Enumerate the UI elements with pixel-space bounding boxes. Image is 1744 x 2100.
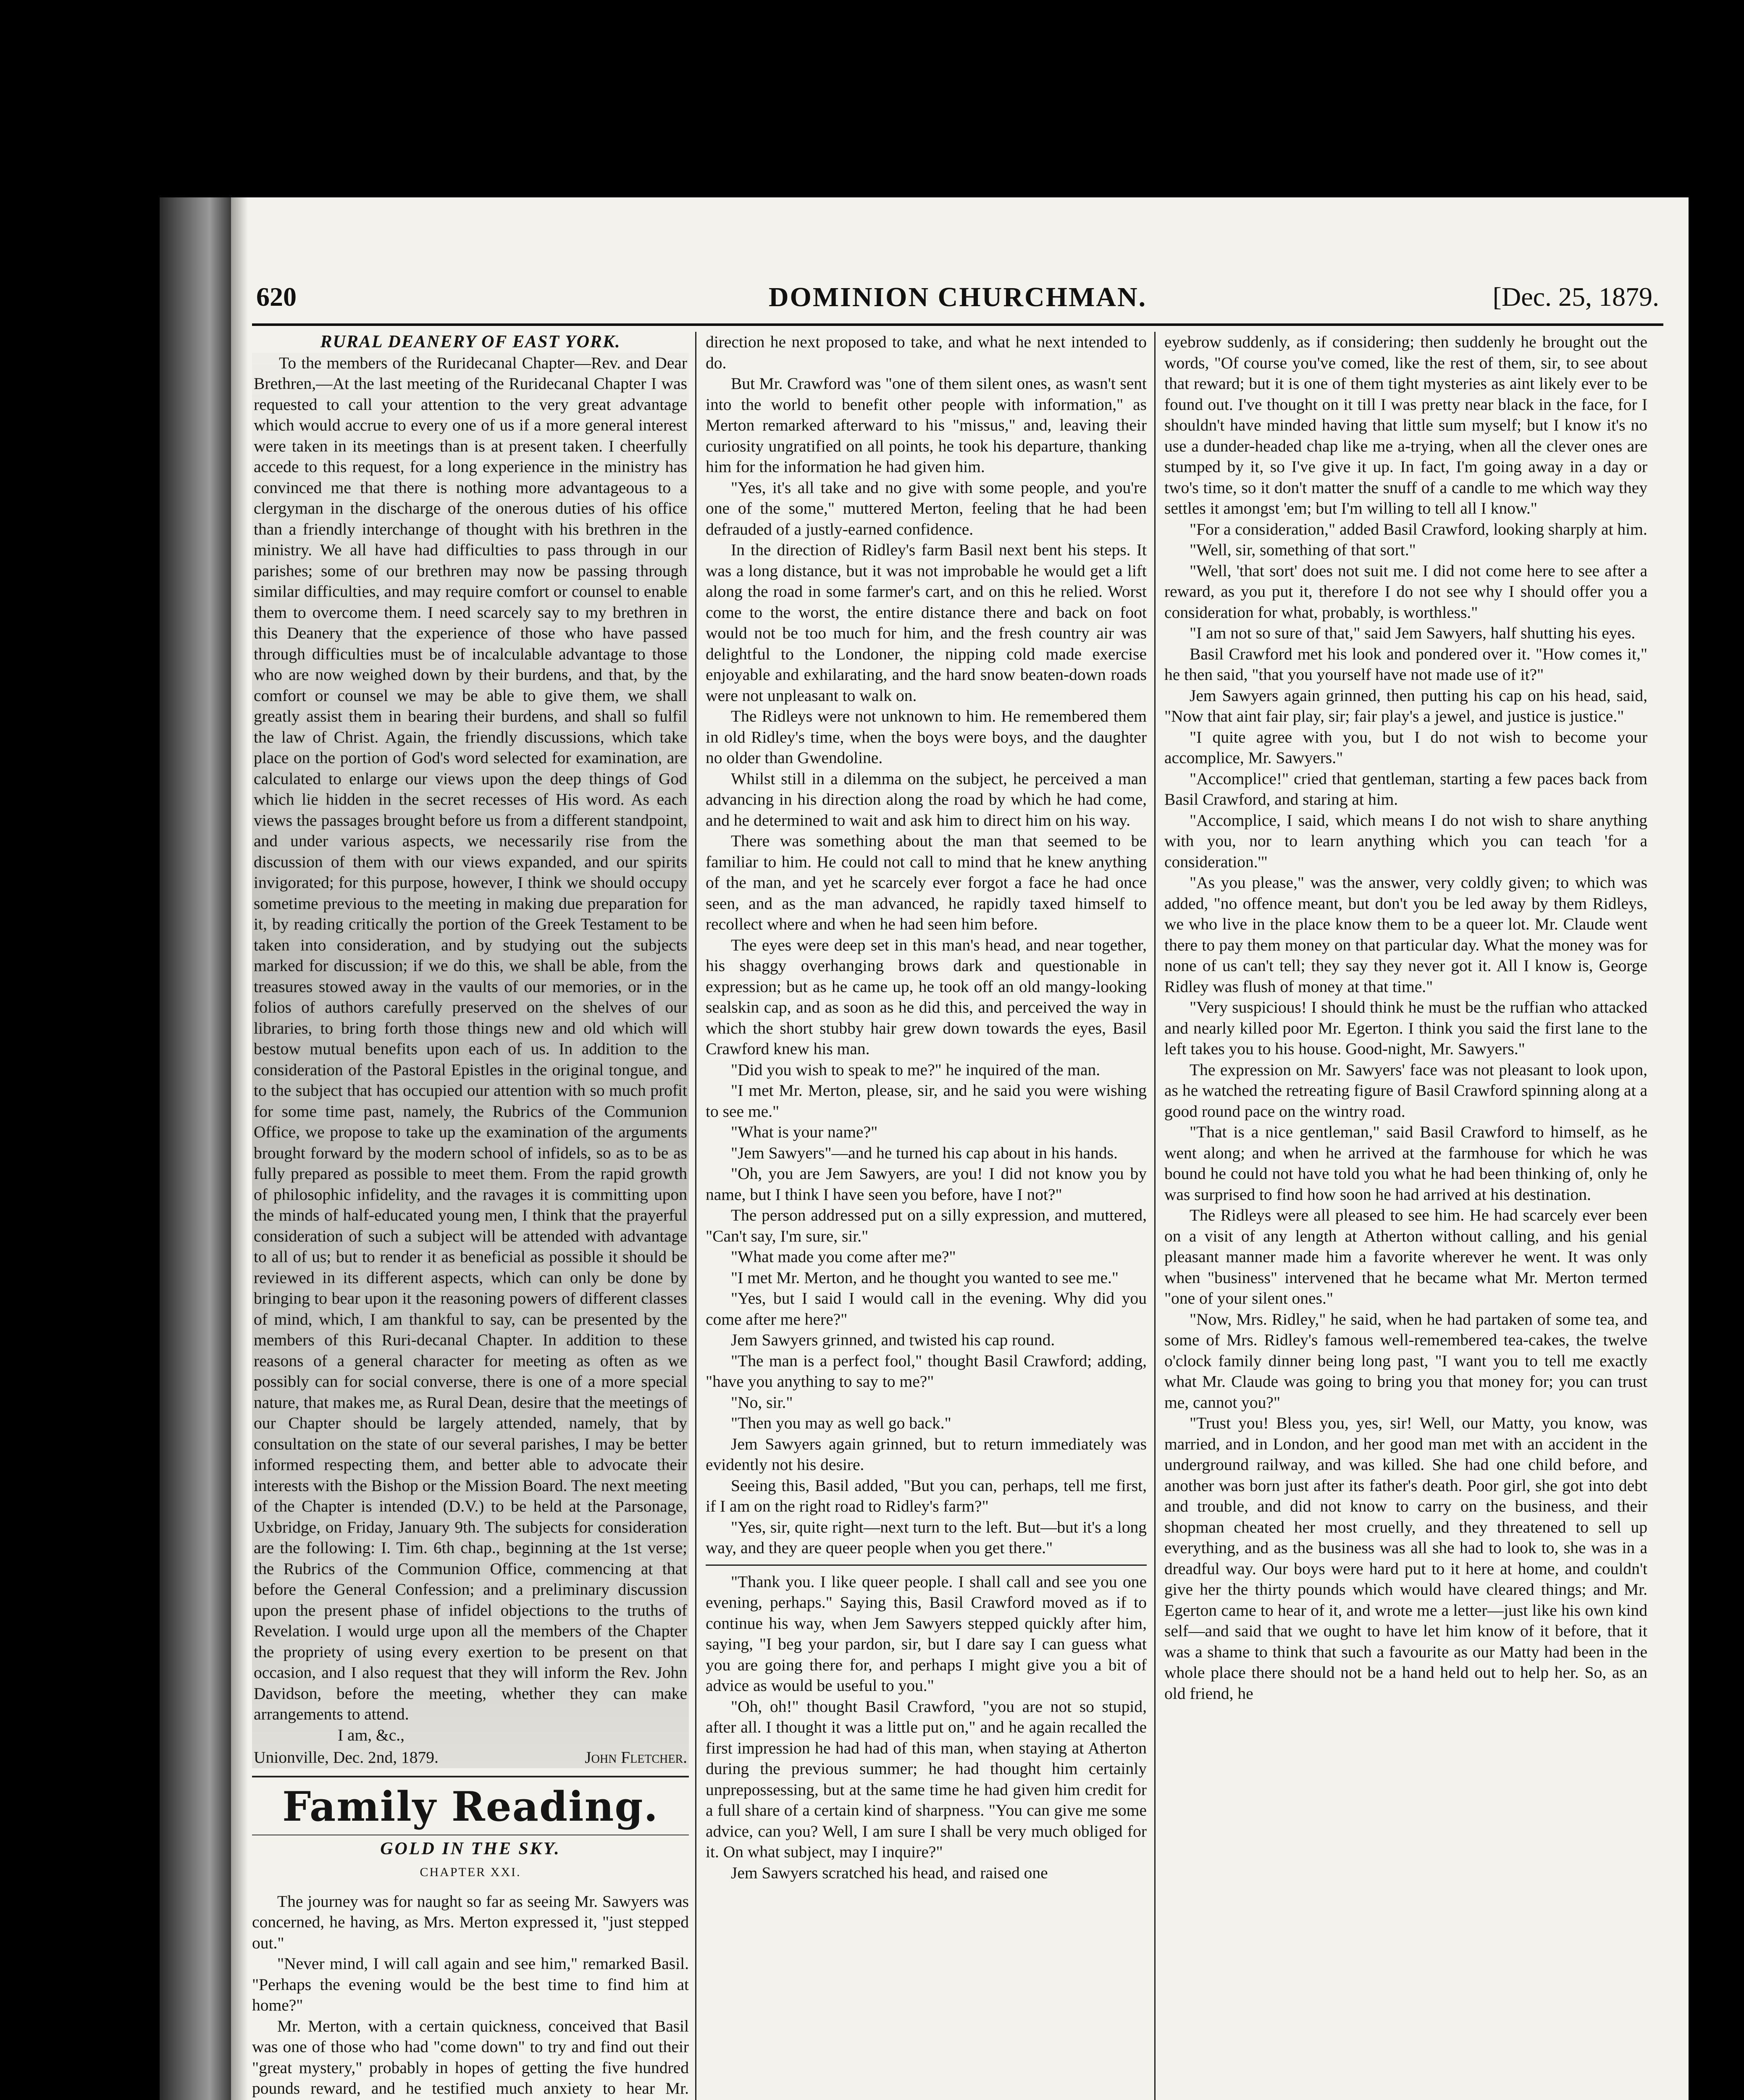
story-paragraph: "Yes, but I said I would call in the evening. Why did you come after me here?": [706, 1289, 1147, 1328]
story-paragraph: "Trust you! Bless you, yes, sir! Well, our Matty, you know, was married, and in London, and her good man met with an accident in the underground railway, and was killed. She had one child before, and another was born just after its father's death. Poor girl, she got into debt and trouble, and did not know to carry on the business, and their shopman cheated her most cruelly, and they threatened to sell up everything, and as the business was all she had to look to, she was in a dreadful way. Our boys were hard put to it here at home, and couldn't give her the thirty pounds which would have cleared things; and Mr. Egerton came to hear of it, and wrote me a letter—just like his own kind self—and said that we ought to have let him know of it before, that it was a shame to think that such a favourite as our Matty had been in the whole place there should not be a hand held out to help her. So, as an old friend, he: [1164, 1414, 1647, 1703]
story-paragraph: The Ridleys were all pleased to see him. He had scarcely ever been on a visit of any length at Atherton without calling, and his genial pleasant manner made him a favorite wherever he went. It was only when "business" intervened that he became what Mr. Merton termed "one of your silent ones.": [1164, 1206, 1647, 1307]
story-paragraph: "Then you may as well go back.": [731, 1414, 951, 1432]
story-paragraph: "Thank you. I like queer people. I shall call and see you one evening, perhaps." Saying this, Basil Crawford moved as if to continue his way, when Jem Sawyers stepped quickly after him, saying, "I beg your pardon, sir, but I dare say I can guess what you are going there for, and perhaps I might give you a bit of advice as would be useful to you.": [706, 1572, 1147, 1695]
story-paragraph: The person addressed put on a silly expression, and muttered, "Can't say, I'm sure, sir.": [706, 1206, 1147, 1245]
story-paragraph: But Mr. Crawford was "one of them silent ones, as wasn't sent into the world to benefit other people with information," as Merton remarked afterward to his "missus," and, leaving their curiosity ungratified on all points, he took his departure, thanking him for the information he had given him.: [706, 374, 1147, 476]
story-paragraph: "What made you come after me?": [731, 1247, 956, 1266]
story-paragraph: The Ridleys were not unknown to him. He remembered them in old Ridley's time, when the boys were boys, and the daughter no older than Gwendoline.: [706, 707, 1147, 767]
story-paragraph: There was something about the man that seemed to be familiar to him. He could not call to mind that he knew anything of the man, and yet he scarcely ever forgot a face he had once seen, and as the man advanced, he rapidly taxed himself to recollect where and when he had seen him before.: [706, 832, 1147, 933]
story-paragraph: "Did you wish to speak to me?" he inquired of the man.: [731, 1060, 1101, 1079]
column-3: [1164, 332, 1647, 2100]
publication-title: DOMINION CHURCHMAN.: [768, 282, 1147, 312]
section-rule: [252, 1776, 689, 1777]
running-header: [256, 281, 1659, 319]
story-paragraph: Jem Sawyers again grinned, then putting his cap on his head, said, "Now that aint fair play, sir; fair play's a jewel, and justice is justice.": [1164, 686, 1647, 725]
story-paragraph: "That is a nice gentleman," said Basil Crawford to himself, as he went along; and when he arrived at the farmhouse for which he was bound he could not have told you what he had been thinking of, only he was surprised to find how soon he had arrived at his destination.: [1164, 1123, 1647, 1204]
story-paragraph: Seeing this, Basil added, "But you can, perhaps, tell me first, if I am on the right road to Ridley's farm?": [706, 1476, 1147, 1515]
letter-signoff: [254, 1747, 687, 1768]
letter-body: To the members of the Ruridecanal Chapter—Rev. and Dear Brethren,—At the last meeting of the Ruridecanal Chapter I was requested to call your attention to the very great advantage which would accrue to every one of us if a more general interest were taken in its meetings than is at present taken. I cheerfully accede to this request, for a long experience in the ministry has convinced me that there is nothing more advantageous to a clergyman in the discharge of the onerous duties of his office than a friendly interchange of thought with his brethren in the ministry. We all have had difficulties to pass through in our parishes; some of our brethren may now be passing through similar difficulties, and may require comfort or counsel to enable them to overcome them. I need scarcely say to my brethren in this Deanery that the experience of those who have passed through difficulties must be of incalculable advantage to those who are now weighed down by their burdens, and that, by the comfort or counsel we may be able to give them, we shall greatly assist them in bearing their burdens, and shall so fulfil the law of Christ. Again, the friendly discussions, which take place on the portion of God's word selected for examination, are calculated to enlarge our views upon the deep things of God which lie hidden in the secret recesses of His word. As each views the passages brought before us from a different standpoint, and under various aspects, we necessarily rise from the discussion of them with our views expanded, and our spirits invigorated; for this purpose, however, I think we should occupy sometime previous to the meeting in making due preparation for it, by reading critically the portion of the Greek Testament to be taken into consideration, and by studying out the subjects marked for discussion; if we do this, we shall be able, from the treasures stowed away in the vaults of our memories, or in the folios of authors carefully preserved on the shelves of our libraries, to bring forth those things new and old which will bestow mutual benefits upon each of us. In addition to the consideration of the Pastoral Epistles in the original tongue, and to the subject that has occupied our attention with so much profit for some time past, namely, the Rubrics of the Communion Office, we propose to take up the examination of the arguments brought forward by the modern school of infidels, so as to be as fully prepared as possible to meet them. From the rapid growth of philosophic infidelity, and the ravages it is committing upon the minds of half-educated young men, I think that the prayerful consideration of such a subject will be attended with advantage to all of us; but to render it as beneficial as possible it should be reviewed in its different aspects, which can only be done by bringing to bear upon it the reasoning powers of different classes of mind, which, I am thankful to say, can be presented by the members of this Ruri-decanal Chapter. In addition to these reasons of a general character for meeting as often as we possibly can for social converse, there is one of a more special nature, that makes me, as Rural Dean, desire that the meetings of our Chapter should be largely attended, namely, that by consultation on the state of our several parishes, I may be better informed respecting them, and better able to advocate their interests with the Bishop or the Mission Board. The next meeting of the Chapter is intended (D.V.) to be held at the Parsonage, Uxbridge, on Friday, January 9th. The subjects for consideration are the following: I. Tim. 6th chap., beginning at the 1st verse; the Rubrics of the Communion Office, commencing at that before the General Confession; and a preliminary discussion upon the present phase of infidel objections to the truths of Revelation. I would urge upon all the members of the Chapter the propriety of using every exertion to be present on that occasion, and I also request that they will inform the Rev. John Davidson, before the meeting, whether they can make arrangements to attend.: [254, 353, 687, 1723]
story-paragraph: "Now, Mrs. Ridley," he said, when he had partaken of some tea, and some of Mrs. Ridley's famous well-remembered tea-cakes, the twelve o'clock family dinner being long past, "I want you to tell me exactly what Mr. Claude was going to bring you that money for; you can trust me, cannot you?": [1164, 1310, 1647, 1412]
story-paragraph: direction he next proposed to take, and what he next intended to do.: [706, 333, 1147, 372]
letter-place-date: Unionville, Dec. 2nd, 1879.: [254, 1748, 439, 1767]
shaded-letter-block: [252, 353, 689, 1768]
paragraph-separator-rule: [706, 1564, 1147, 1566]
story-paragraph: Basil Crawford met his look and pondered over it. "How comes it," he then said, "that you yourself have not made use of it?": [1164, 644, 1647, 684]
column-divider: [1154, 332, 1156, 2100]
column-2: [706, 332, 1147, 2100]
letter-closing: I am, &c.,: [338, 1725, 405, 1744]
story-paragraph: The journey was for naught so far as seeing Mr. Sawyers was concerned, he having, as Mrs. Merton expressed it, "just stepped out.": [252, 1892, 689, 1952]
chapter-heading: CHAPTER XXI.: [420, 1865, 521, 1879]
section-title: RURAL DEANERY OF EAST YORK.: [320, 332, 621, 352]
binding-shadow: [231, 197, 248, 2100]
story-paragraph: "Yes, it's all take and no give with some people, and you're one of the some," muttered Merton, feeling that he had been defrauded of a justly-earned confidence.: [706, 478, 1147, 538]
story-paragraph: Jem Sawyers grinned, and twisted his cap round.: [731, 1331, 1055, 1349]
story-paragraph: "As you please," was the answer, very coldly given; to which was added, "no offence meant, but don't you be led away by them Ridleys, we who live in the place know them to be a queer lot. Mr. Claude went there to pay them money on that particular day. What the money was for none of us can't tell; they say they never got it. All I know is, George Ridley was flush of money at that time.": [1164, 873, 1647, 996]
family-reading-banner: Family Reading.: [282, 1782, 659, 1830]
column-divider: [695, 332, 696, 2100]
story-paragraph: "I quite agree with you, but I do not wish to become your accomplice, Mr. Sawyers.": [1164, 727, 1647, 767]
story-paragraph: "Never mind, I will call again and see him," remarked Basil. "Perhaps the evening would be the best time to find him at home?": [252, 1954, 689, 2014]
issue-date: [Dec. 25, 1879.: [1492, 282, 1659, 312]
story-paragraph: Whilst still in a dilemma on the subject, he perceived a man advancing in his direction along the road by which he had come, and he determined to wait and ask him to direct him on his way.: [706, 769, 1147, 830]
story-paragraph: In the direction of Ridley's farm Basil next bent his steps. It was a long distance, but it was not improbable he would get a lift along the road in some farmer's cart, and on this he relied. Worst come to the worst, the entire distance there and back on foot would not be too much for him, and the fresh country air was delightful to the Londoner, the nipping cold made exercise enjoyable and exhilarating, and the hard snow beaten-down roads were not unpleasant to walk on.: [706, 541, 1147, 705]
story-paragraph: "I am not so sure of that," said Jem Sawyers, half shutting his eyes.: [1190, 624, 1636, 642]
story-paragraph: "Yes, sir, quite right—next turn to the left. But—but it's a long way, and they are queer people when you get there.": [706, 1517, 1147, 1557]
letter-signature: John Fletcher.: [585, 1748, 687, 1767]
story-paragraph: "For a consideration," added Basil Crawford, looking sharply at him.: [1190, 520, 1647, 538]
story-paragraph: Mr. Merton, with a certain quickness, conceived that Basil was one of those who had "come down" to try and find out their "great mystery," probably in hopes of getting the five hundred pounds reward, and he testified much anxiety to hear Mr.: [252, 2016, 689, 2097]
story-paragraph: "Accomplice, I said, which means I do not wish to share anything with you, nor to learn anything which you can teach 'for a consideration.'": [1164, 811, 1647, 871]
story-paragraph: "Oh, oh!" thought Basil Crawford, "you are not so stupid, after all. I thought it was a little put on," and he again recalled the first impression he had had of this man, when staying at Atherton during the previous summer; he had thought him certainly unprepossessing, but at the same time he had given him credit for a full share of a certain kind of sharpness. "You can give me some advice, can you? Well, I am sure I shall be very much obliged for it. On what subject, may I inquire?": [706, 1697, 1147, 1861]
story-paragraph: eyebrow suddenly, as if considering; then suddenly he brought out the words, "Of course you've comed, like the rest of them, sir, to see about that reward; but it is one of them tight mysteries as aint likely ever to be found out. I've thought on it till I was pretty near black in the face, for I shouldn't have minded having that little sum myself; but I know it's no use a dunder-headed chap like me a-trying, when all the clever ones are stumped by it, so I've give it up. In fact, I'm going away in a day or two's time, so it don't matter the snuff of a candle to me which way they settles it amongst 'em; but I'm willing to tell all I know.": [1164, 333, 1647, 517]
story-paragraph: The expression on Mr. Sawyers' face was not pleasant to look upon, as he watched the retreating figure of Basil Crawford spinning along at a good round pace on the wintry road.: [1164, 1060, 1647, 1121]
story-paragraph: Jem Sawyers scratched his head, and raised one: [731, 1863, 1048, 1882]
newspaper-page: [231, 197, 1689, 2100]
story-paragraph: Jem Sawyers again grinned, but to return immediately was evidently not his desire.: [706, 1434, 1147, 1474]
book-spine: [160, 197, 231, 2100]
story-paragraph: "The man is a perfect fool," thought Basil Crawford; adding, "have you anything to say to me?": [706, 1351, 1147, 1391]
story-paragraph: "Very suspicious! I should think he must be the ruffian who attacked and nearly killed poor Mr. Egerton. I think you said the first lane to the left takes you to his house. Good-night, Mr. Sawyers.": [1164, 998, 1647, 1058]
story-paragraph: "Well, sir, something of that sort.": [1190, 541, 1416, 559]
story-paragraph: The eyes were deep set in this man's head, and near together, his shaggy overhanging brows dark and questionable in expression; but as he came up, he took off an old mangy-looking sealskin cap, and as soon as he did this, and perceived the way in which the short stubby hair grew down towards the eyes, Basil Crawford knew his man.: [706, 935, 1147, 1058]
page-number: 620: [256, 282, 297, 312]
story-paragraph: "Accomplice!" cried that gentleman, starting a few paces back from Basil Crawford, and staring at him.: [1164, 769, 1647, 808]
story-paragraph: "Well, 'that sort' does not suit me. I did not come here to see after a reward, as you put it, therefore I do not see why I should offer you a consideration for what, probably, is worthless.": [1164, 561, 1647, 622]
story-paragraph: "Jem Sawyers"—and he turned his cap about in his hands.: [731, 1143, 1118, 1162]
story-paragraph: "Oh, you are Jem Sawyers, are you! I did not know you by name, but I think I have seen you before, have I not?": [706, 1164, 1147, 1204]
story-paragraph: "I met Mr. Merton, and he thought you wanted to see me.": [731, 1268, 1119, 1287]
story-title: GOLD IN THE SKY.: [380, 1839, 561, 1858]
story-paragraph: "What is your name?": [731, 1123, 878, 1141]
column-1: [252, 332, 689, 2100]
story-paragraph: "I met Mr. Merton, please, sir, and he said you were wishing to see me.": [706, 1081, 1147, 1121]
header-rule: [252, 323, 1663, 326]
story-paragraph: "No, sir.": [731, 1393, 793, 1412]
